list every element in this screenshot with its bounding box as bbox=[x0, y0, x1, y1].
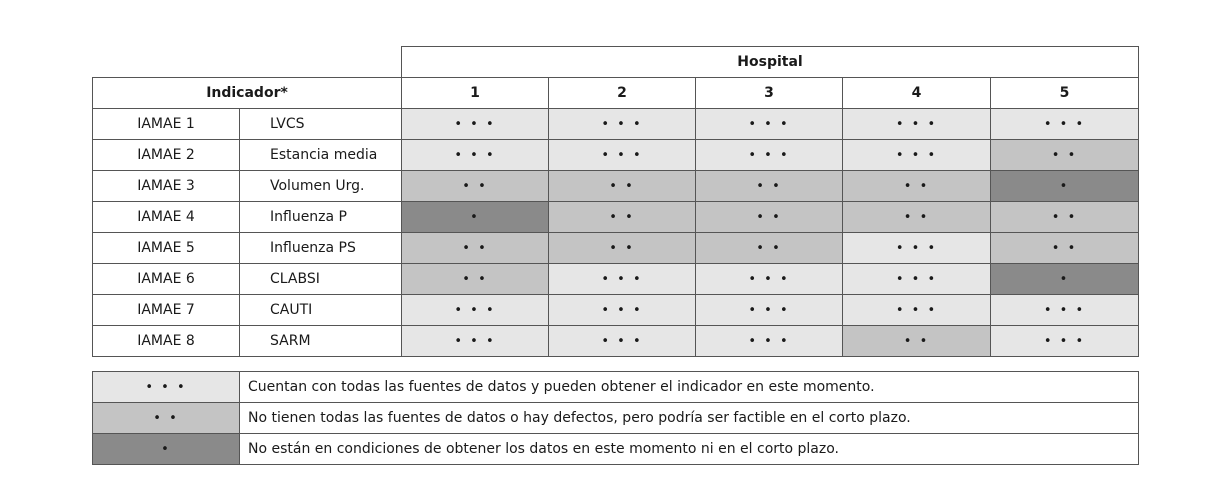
indicator-name: Influenza P bbox=[240, 202, 402, 233]
availability-dots: • • bbox=[609, 240, 635, 256]
availability-dots: • • • bbox=[895, 302, 938, 318]
table-row bbox=[93, 171, 1139, 202]
hospital-column-header: 5 bbox=[991, 78, 1139, 109]
availability-cell bbox=[549, 140, 696, 171]
table-row bbox=[93, 140, 1139, 171]
availability-cell bbox=[402, 264, 549, 295]
availability-dots: • • bbox=[903, 178, 930, 194]
availability-dots: • • • bbox=[748, 302, 790, 318]
table-row bbox=[93, 295, 1139, 326]
indicator-availability-table bbox=[92, 46, 1139, 357]
indicator-code: IAMAE 5 bbox=[93, 233, 240, 264]
availability-cell bbox=[549, 326, 696, 357]
availability-dots: • • • bbox=[748, 333, 790, 349]
availability-cell bbox=[991, 326, 1139, 357]
availability-cell bbox=[696, 264, 843, 295]
availability-dots: • • bbox=[1051, 147, 1078, 163]
availability-dots: • • bbox=[462, 240, 488, 256]
availability-dots: • • • bbox=[454, 333, 496, 349]
legend-symbol: • • bbox=[93, 403, 240, 434]
availability-cell bbox=[696, 326, 843, 357]
availability-cell bbox=[843, 264, 991, 295]
hospital-column-header: 2 bbox=[549, 78, 696, 109]
availability-dots: • bbox=[1059, 271, 1070, 287]
availability-dots: • • • bbox=[1043, 116, 1086, 132]
table-row bbox=[93, 326, 1139, 357]
legend-row bbox=[93, 403, 1139, 434]
availability-cell bbox=[843, 171, 991, 202]
availability-cell bbox=[843, 326, 991, 357]
availability-dots: • • • bbox=[748, 116, 790, 132]
table-row bbox=[93, 202, 1139, 233]
availability-dots: • • • bbox=[1043, 333, 1086, 349]
availability-dots: • • • bbox=[1043, 302, 1086, 318]
availability-cell bbox=[991, 109, 1139, 140]
availability-dots: • • bbox=[462, 271, 488, 287]
legend-text: No están en condiciones de obtener los datos en este momento ni en el corto plazo. bbox=[240, 434, 1139, 465]
indicator-header: Indicador* bbox=[93, 78, 402, 109]
availability-cell bbox=[696, 295, 843, 326]
availability-dots: • • • bbox=[454, 116, 496, 132]
indicator-name: Influenza PS bbox=[240, 233, 402, 264]
availability-dots: • • bbox=[756, 209, 782, 225]
indicator-code: IAMAE 4 bbox=[93, 202, 240, 233]
availability-dots: • • bbox=[1051, 209, 1078, 225]
availability-dots: • • bbox=[609, 178, 635, 194]
table-row bbox=[93, 233, 1139, 264]
availability-cell bbox=[549, 109, 696, 140]
availability-dots: • • • bbox=[748, 271, 790, 287]
legend-text: Cuentan con todas las fuentes de datos y pueden obtener el indicador en este momento. bbox=[240, 372, 1139, 403]
availability-cell bbox=[991, 202, 1139, 233]
availability-cell bbox=[843, 109, 991, 140]
availability-dots: • • • bbox=[601, 147, 643, 163]
indicator-code: IAMAE 3 bbox=[93, 171, 240, 202]
availability-cell bbox=[549, 295, 696, 326]
indicator-code: IAMAE 8 bbox=[93, 326, 240, 357]
indicator-name: CAUTI bbox=[240, 295, 402, 326]
legend-text: No tienen todas las fuentes de datos o hay defectos, pero podría ser factible en el corto plazo. bbox=[240, 403, 1139, 434]
availability-cell bbox=[843, 202, 991, 233]
indicator-name: Estancia media bbox=[240, 140, 402, 171]
availability-dots: • • bbox=[756, 178, 782, 194]
availability-cell bbox=[991, 140, 1139, 171]
availability-cell bbox=[402, 326, 549, 357]
availability-dots: • • bbox=[462, 178, 488, 194]
availability-dots: • • • bbox=[454, 147, 496, 163]
availability-cell bbox=[549, 202, 696, 233]
indicator-code: IAMAE 6 bbox=[93, 264, 240, 295]
indicator-code: IAMAE 7 bbox=[93, 295, 240, 326]
legend-table bbox=[92, 371, 1139, 465]
hospital-column-header: 4 bbox=[843, 78, 991, 109]
legend-row bbox=[93, 434, 1139, 465]
availability-cell bbox=[402, 295, 549, 326]
availability-dots: • • • bbox=[895, 240, 938, 256]
availability-cell bbox=[402, 171, 549, 202]
availability-cell bbox=[696, 109, 843, 140]
indicator-name: CLABSI bbox=[240, 264, 402, 295]
availability-dots: • bbox=[470, 209, 480, 225]
availability-cell bbox=[991, 264, 1139, 295]
availability-dots: • • • bbox=[601, 116, 643, 132]
availability-dots: • • • bbox=[601, 271, 643, 287]
availability-dots: • • • bbox=[895, 271, 938, 287]
availability-cell bbox=[402, 140, 549, 171]
availability-dots: • • bbox=[1051, 240, 1078, 256]
indicator-name: SARM bbox=[240, 326, 402, 357]
availability-cell bbox=[843, 140, 991, 171]
availability-cell bbox=[696, 171, 843, 202]
table-row bbox=[93, 109, 1139, 140]
hospital-column-header: 1 bbox=[402, 78, 549, 109]
availability-dots: • bbox=[1059, 178, 1070, 194]
table-body bbox=[93, 109, 1139, 357]
legend-body bbox=[93, 372, 1139, 465]
availability-cell bbox=[843, 295, 991, 326]
availability-dots: • • bbox=[756, 240, 782, 256]
corner-blank bbox=[93, 47, 402, 78]
availability-cell bbox=[991, 171, 1139, 202]
availability-cell bbox=[402, 202, 549, 233]
indicator-name: Volumen Urg. bbox=[240, 171, 402, 202]
availability-cell bbox=[696, 140, 843, 171]
hospital-column-header: 3 bbox=[696, 78, 843, 109]
legend-symbol: • • • bbox=[93, 372, 240, 403]
availability-cell bbox=[549, 171, 696, 202]
indicator-name: LVCS bbox=[240, 109, 402, 140]
legend-symbol: • bbox=[93, 434, 240, 465]
availability-dots: • • • bbox=[895, 147, 938, 163]
availability-cell bbox=[843, 233, 991, 264]
legend-row bbox=[93, 372, 1139, 403]
availability-cell bbox=[549, 233, 696, 264]
availability-cell bbox=[991, 295, 1139, 326]
indicator-code: IAMAE 1 bbox=[93, 109, 240, 140]
hospital-header: Hospital bbox=[402, 47, 1139, 78]
availability-cell bbox=[991, 233, 1139, 264]
availability-dots: • • bbox=[609, 209, 635, 225]
availability-cell bbox=[402, 109, 549, 140]
availability-dots: • • bbox=[903, 333, 930, 349]
indicator-code: IAMAE 2 bbox=[93, 140, 240, 171]
table-row bbox=[93, 264, 1139, 295]
availability-dots: • • • bbox=[748, 147, 790, 163]
availability-dots: • • bbox=[903, 209, 930, 225]
availability-dots: • • • bbox=[454, 302, 496, 318]
availability-cell bbox=[549, 264, 696, 295]
availability-cell bbox=[696, 233, 843, 264]
availability-dots: • • • bbox=[601, 333, 643, 349]
availability-cell bbox=[402, 233, 549, 264]
availability-dots: • • • bbox=[895, 116, 938, 132]
availability-dots: • • • bbox=[601, 302, 643, 318]
availability-cell bbox=[696, 202, 843, 233]
